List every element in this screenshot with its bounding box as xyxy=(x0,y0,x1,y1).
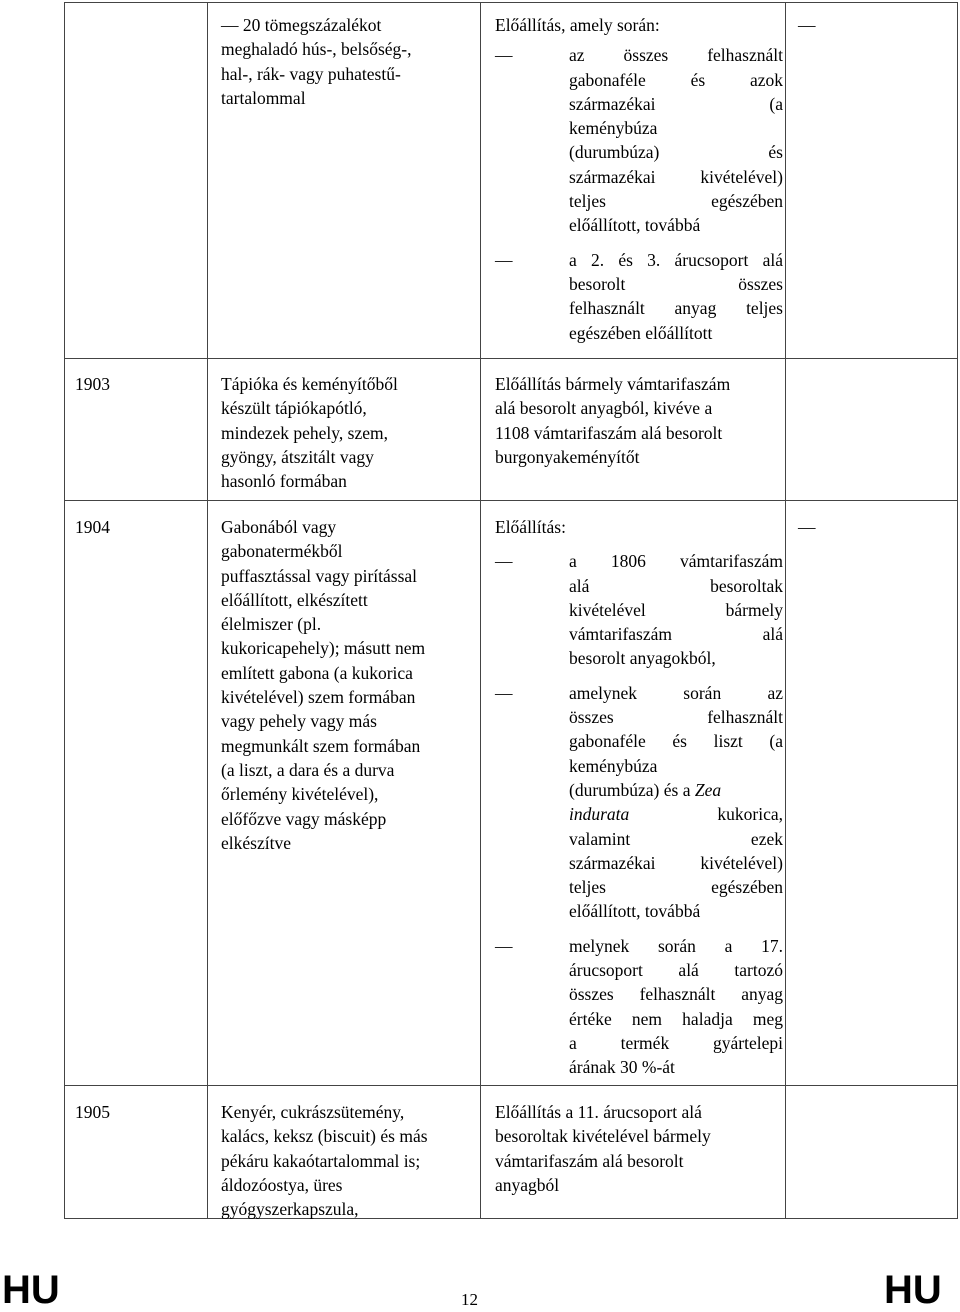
origin-rule xyxy=(495,13,783,345)
product-description: Gabonából vagy gabonatermékből puffasztással vagy pirítással előállított, elkészített élelmiszer (pl. kukoricapehely); másutt nem említett gabona (a kukorica kivételével) szem formában vagy pehely vagy más megmunkált szem formában (a liszt, a dara és a durva őrlemény kivételével), előfőzve vagy másképp elkészítve xyxy=(221,517,426,853)
rule-bullet: — a 2. és 3. árucsoport alá besorolt összes felhasznált anyag teljes egészében előállított xyxy=(495,249,783,343)
rule-intro: Előállítás: xyxy=(495,517,566,537)
alternative-rule: — xyxy=(798,15,816,35)
product-description: — 20 tömegszázalékot meghaladó hús-, belsőség-, hal-, rák- vagy puhatestű- tartalommal xyxy=(221,15,412,108)
origin-rule xyxy=(495,515,783,1080)
product-description: Kenyér, cukrászsütemény, kalács, keksz (biscuit) és más pékáru kakaótartalommal is; áldozóostya, üres gyógyszerkapszula, xyxy=(221,1102,428,1220)
origin-rule: Előállítás bármely vámtarifaszám alá besorolt anyagból, kivéve a 1108 vámtarifaszám alá besorolt burgonyakeményítőt xyxy=(495,374,731,467)
column-divider xyxy=(480,3,481,1218)
product-description: Tápióka és keményítőből készült tápiókapótló, mindezek pehely, szem, gyöngy, átszitált vagy hasonló formában xyxy=(221,374,398,492)
tariff-code: 1904 xyxy=(75,517,110,537)
column-divider xyxy=(785,3,786,1218)
rule-bullet: — az összes felhasznált gabonaféle és azok származékai (a keménybúza (durumbúza) és származékai kivételével) teljes egészében előállított, továbbá xyxy=(495,45,783,236)
rule-intro: Előállítás, amely során: xyxy=(495,15,660,35)
alternative-rule: — xyxy=(798,517,816,537)
language-mark-right: HU xyxy=(884,1268,942,1312)
rules-of-origin-table xyxy=(64,2,958,1219)
tariff-code: 1903 xyxy=(75,374,110,394)
row-divider xyxy=(65,1085,957,1086)
language-mark-left: HU xyxy=(2,1268,60,1312)
origin-rule: Előállítás a 11. árucsoport alá besoroltak kivételével bármely vámtarifaszám alá besorolt anyagból xyxy=(495,1102,711,1195)
column-divider xyxy=(207,3,208,1218)
rule-bullet: — amelynek során az összes felhasznált gabonaféle és liszt (a keménybúza (durumbúza) és a Zea indurata kukorica, valamint ezek származékai kivételével) teljes egészében előállított, továbbá xyxy=(495,682,783,922)
row-divider xyxy=(65,358,957,359)
row-divider xyxy=(65,500,957,501)
indurata-line: indurata kukorica, xyxy=(569,804,783,825)
tariff-code: 1905 xyxy=(75,1102,110,1122)
rule-bullet: — melynek során a 17. árucsoport alá tartozó összes felhasznált anyag értéke nem haladja meg a termék gyártelepi árának 30 %-át xyxy=(495,935,783,1078)
zea-line: (durumbúza) és a Zea xyxy=(569,779,722,800)
page-number: 12 xyxy=(461,1290,478,1309)
rule-bullet: — a 1806 vámtarifaszám alá besoroltak kivételével bármely vámtarifaszám alá besorolt anyagokból, xyxy=(495,551,783,669)
